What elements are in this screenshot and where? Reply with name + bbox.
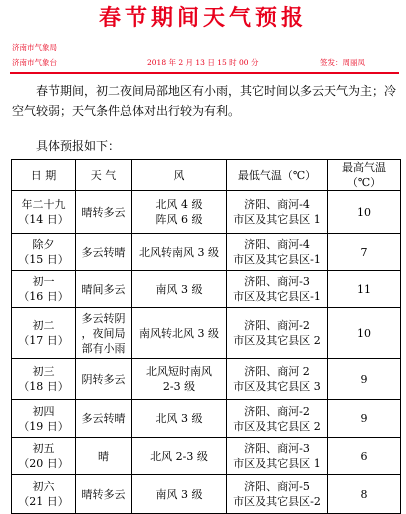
low-temp-cell-line: 济阳、商河-4 (244, 238, 310, 251)
header-rule (10, 72, 399, 74)
wind-cell-line: 北风 4 级 (155, 198, 203, 211)
document-title: 春节期间天气预报 (98, 5, 307, 31)
date-cell-line: （21 日） (18, 495, 69, 508)
date-cell (12, 271, 76, 308)
signer: 签发：周丽凤 (320, 58, 365, 67)
date-cell-line: （15 日） (18, 253, 69, 266)
date-cell-line: 除夕 (32, 238, 55, 251)
date-cell-line: 初二 (32, 319, 55, 332)
col-header-date: 日 期 (12, 160, 76, 191)
low-temp-cell-line: 市区及其它县区-1 (233, 290, 321, 303)
high-temp-cell: 8 (328, 475, 401, 514)
low-temp-cell-line: 市区及其它县区 3 (233, 380, 321, 393)
col-header-low-temp: 最低气温（℃） (227, 160, 328, 191)
weather-cell (76, 191, 132, 234)
wind-cell-line: 北风短时南风 (146, 365, 212, 378)
low-temp-cell (227, 234, 328, 271)
wind-cell (132, 308, 227, 359)
weather-cell-line: 晴转多云 (81, 487, 126, 501)
col-header-high-temp: 最高气温（℃） (328, 160, 401, 191)
weather-cell-line: 晴转多云 (81, 205, 126, 219)
table-row (12, 359, 401, 400)
low-temp-cell (227, 271, 328, 308)
intro-paragraph: 春节期间，初二夜间局部地区有小雨，其它时间以多云天气为主；冷空气较弱；天气条件总体对出行较为有利。 (12, 84, 397, 118)
wind-cell-line: 北风转南风 3 级 (139, 245, 219, 259)
wind-cell-line: 北风 2-3 级 (150, 449, 208, 463)
low-temp-cell-line: 济阳、商河-4 (244, 198, 310, 211)
low-temp-cell (227, 438, 328, 475)
high-temp-cell: 9 (328, 359, 401, 400)
weather-cell (76, 475, 132, 514)
org-name-1: 济南市气象局 (12, 43, 57, 52)
wind-cell-line: 阵风 6 级 (155, 213, 203, 226)
low-temp-cell (227, 308, 328, 359)
table-header-row (12, 160, 401, 191)
table-row (12, 191, 401, 234)
date-cell (12, 234, 76, 271)
low-temp-cell-line: 济阳、商河-5 (244, 480, 310, 493)
col-header-weather: 天 气 (76, 160, 132, 191)
low-temp-cell-line: 市区及其它县区 1 (233, 213, 321, 226)
low-temp-cell-line: 市区及其它县区 2 (233, 334, 321, 347)
wind-cell (132, 234, 227, 271)
date-cell-line: （18 日） (18, 380, 69, 393)
date-cell-line: （14 日） (18, 213, 69, 226)
table-row (12, 400, 401, 438)
date-cell (12, 191, 76, 234)
weather-cell-line: 阴转多云 (81, 372, 126, 386)
org-name-2: 济南市气象台 (12, 58, 57, 67)
high-temp-cell: 6 (328, 438, 401, 475)
date-cell-line: 初五 (32, 442, 55, 455)
weather-cell-line: 多云转晴 (81, 245, 126, 259)
wind-cell (132, 400, 227, 438)
table-row (12, 438, 401, 475)
high-temp-cell: 10 (328, 308, 401, 359)
wind-cell (132, 438, 227, 475)
wind-cell-line: 北风 3 级 (155, 412, 203, 425)
weather-cell-line: 多云转阴 (81, 311, 126, 325)
table-row (12, 271, 401, 308)
low-temp-cell-line: 市区及其它县区-2 (233, 495, 321, 508)
low-temp-cell-line: 济阳、商河 2 (244, 365, 310, 378)
wind-cell (132, 359, 227, 400)
date-cell (12, 308, 76, 359)
low-temp-cell-line: 市区及其它县区 1 (233, 457, 321, 470)
weather-cell (76, 234, 132, 271)
low-temp-cell (227, 475, 328, 514)
date-cell-line: （20 日） (18, 457, 69, 470)
date-cell (12, 438, 76, 475)
low-temp-cell (227, 400, 328, 438)
weather-cell (76, 271, 132, 308)
wind-cell-line: 2-3 级 (162, 380, 196, 393)
table-row (12, 308, 401, 359)
wind-cell-line: 南风 3 级 (155, 487, 203, 501)
low-temp-cell-line: 济阳、商河-3 (244, 275, 310, 288)
high-temp-cell: 9 (328, 400, 401, 438)
weather-cell-line: 多云转晴 (81, 412, 126, 425)
high-temp-cell: 11 (328, 271, 401, 308)
weather-cell (76, 400, 132, 438)
date-cell-line: （19 日） (18, 419, 69, 433)
date-cell (12, 359, 76, 400)
wind-cell (132, 191, 227, 234)
weather-cell-line: ，夜间局 (81, 326, 126, 340)
date-cell-line: （17 日） (18, 334, 69, 347)
low-temp-cell-line: 济阳、商河-3 (244, 442, 310, 455)
low-temp-cell-line: 市区及其它县区 2 (233, 419, 321, 433)
forecast-subtitle: 具体预报如下： (36, 139, 121, 153)
high-temp-cell: 7 (328, 234, 401, 271)
weather-cell (76, 308, 132, 359)
weather-cell (76, 438, 132, 475)
wind-cell (132, 271, 227, 308)
date-cell-line: 初六 (32, 480, 55, 493)
date-cell-line: 初一 (32, 275, 55, 288)
date-cell (12, 400, 76, 438)
weather-cell-line: 部有小雨 (81, 341, 126, 355)
weather-cell (76, 359, 132, 400)
date-cell-line: 年二十九 (21, 198, 66, 211)
date-cell-line: （16 日） (18, 290, 69, 303)
low-temp-cell-line: 济阳、商河-2 (244, 404, 310, 418)
date-cell-line: 初三 (32, 365, 55, 378)
high-temp-cell: 10 (328, 191, 401, 234)
forecast-table (11, 159, 401, 514)
low-temp-cell (227, 359, 328, 400)
low-temp-cell-line: 市区及其它县区-1 (233, 253, 321, 266)
col-header-wind: 风 (132, 160, 227, 191)
low-temp-cell-line: 济阳、商河-2 (244, 319, 310, 332)
weather-cell-line: 晴 (98, 449, 109, 463)
wind-cell-line: 南风转北风 3 级 (139, 326, 219, 340)
low-temp-cell (227, 191, 328, 234)
issue-datetime: 2018 年 2 月 13 日 15 时 00 分 (147, 58, 259, 67)
wind-cell (132, 475, 227, 514)
table-row (12, 234, 401, 271)
weather-cell-line: 晴间多云 (81, 282, 126, 296)
date-cell-line: 初四 (32, 404, 55, 418)
wind-cell-line: 南风 3 级 (155, 282, 203, 296)
table-row (12, 475, 401, 514)
date-cell (12, 475, 76, 514)
